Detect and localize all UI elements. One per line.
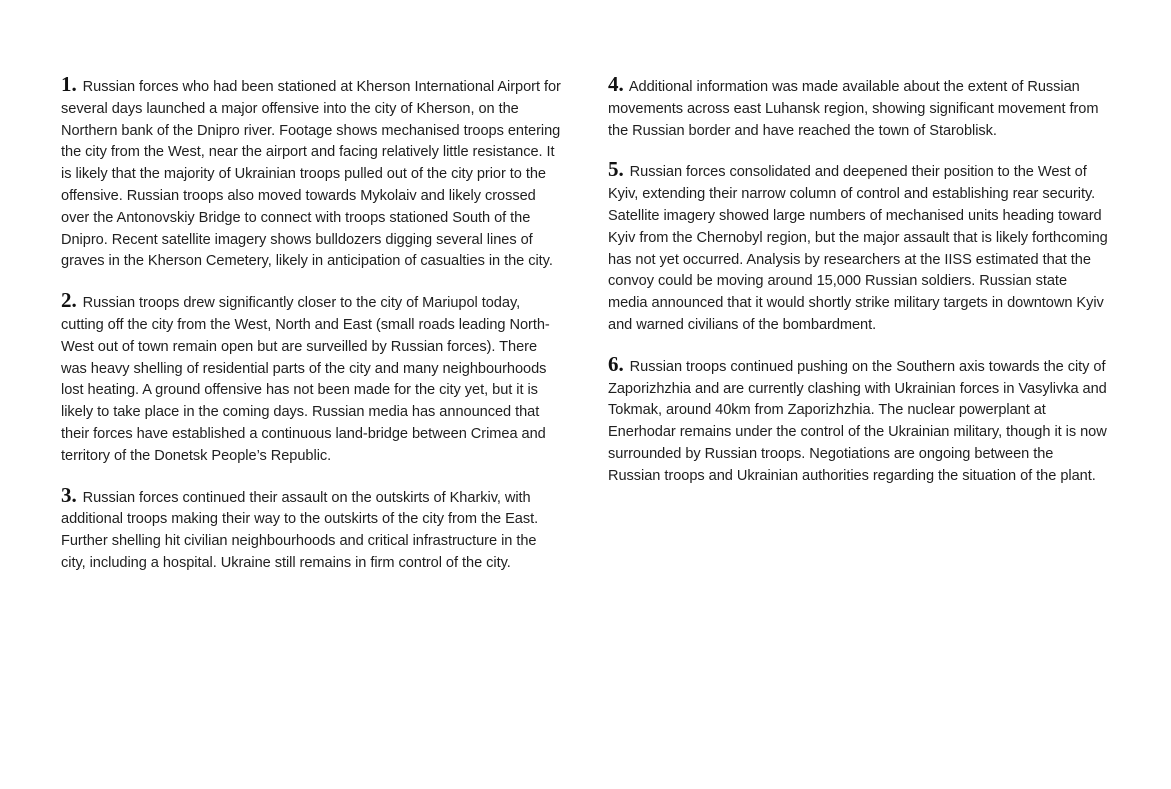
right-column (608, 74, 1108, 505)
item-text: Additional information was made available about the extent of Russian movements across east Luhansk region, showing significant movement from the Russian border and have reached the town of Staroblisk. (608, 79, 1099, 139)
item-text: Russian forces consolidated and deepened their position to the West of Kyiv, extending their narrow column of control and establishing rear security. Satellite imagery showed large numbers of mechanised units heading toward Kyiv from the Chernobyl region, but the major assault that is likely forthcoming has not yet occurred. Analysis by researchers at the IISS estimated that the convoy could be moving around 15,000 Russian soldiers. Russian state media announced that it would shortly strike military targets in downtown Kyiv and warned civilians of the bombardment. (608, 164, 1108, 333)
item-text: Russian troops continued pushing on the Southern axis towards the city of Zaporizhzhia and are currently clashing with Ukrainian forces in Vasylivka and Tokmak, around 40km from Zaporizhzhia. The nuclear powerplant at Enerhodar remains under the control of the Ukrainian military, though it is now surrounded by Russian troops. Negotiations are ongoing between the Russian troops and Ukrainian authorities regarding the situation of the plant. (608, 358, 1107, 484)
item-number: 5. (608, 157, 624, 182)
item-number: 3. (61, 482, 77, 507)
report-item-4 (608, 74, 1108, 142)
item-text: Russian forces continued their assault on the outskirts of Kharkiv, with additional troops making their way to the outskirts of the city from the East. Further shelling hit civilian neighbourhoods and critical infrastructure in the city, including a hospital. Ukraine still remains in firm control of the city. (61, 489, 539, 571)
item-number: 4. (608, 72, 624, 96)
item-number: 1. (61, 72, 77, 96)
item-text: Russian troops drew significantly closer to the city of Mariupol today, cutting off the city from the West, North and East (small roads leading North-West out of town remain open but are surveilled by Russian forces). There was heavy shelling of residential parts of the city and many neighbourhoods lost heating. A ground offensive has not been made for the city yet, but it is likely to take place in the coming days. Russian media has announced that their forces have established a continuous land-bridge between Crimea and territory of the Donetsk People’s Republic. (61, 295, 550, 464)
item-number: 6. (608, 351, 624, 376)
report-item-3 (61, 482, 563, 575)
item-number: 2. (61, 288, 77, 313)
left-column (61, 74, 563, 592)
report-item-5 (608, 159, 1108, 336)
item-text: Russian forces who had been stationed at Kherson International Airport for several days launched a major offensive into the city of Kherson, on the Northern bank of the Dnipro river. Footage shows mechanised troops entering the city from the West, near the airport and facing relatively little resistance. It is likely that the majority of Ukrainian troops pulled out of the city prior to the offensive. Russian troops also moved towards Mykolaiv and likely crossed over the Antonovskiy Bridge to connect with troops stationed South of the Dnipro. Recent satellite imagery shows bulldozers digging several lines of graves in the Kherson Cemetery, likely in anticipation of casualties in the city. (61, 79, 561, 270)
report-item-1 (61, 74, 563, 273)
report-item-6 (608, 351, 1108, 488)
report-item-2 (61, 290, 563, 467)
